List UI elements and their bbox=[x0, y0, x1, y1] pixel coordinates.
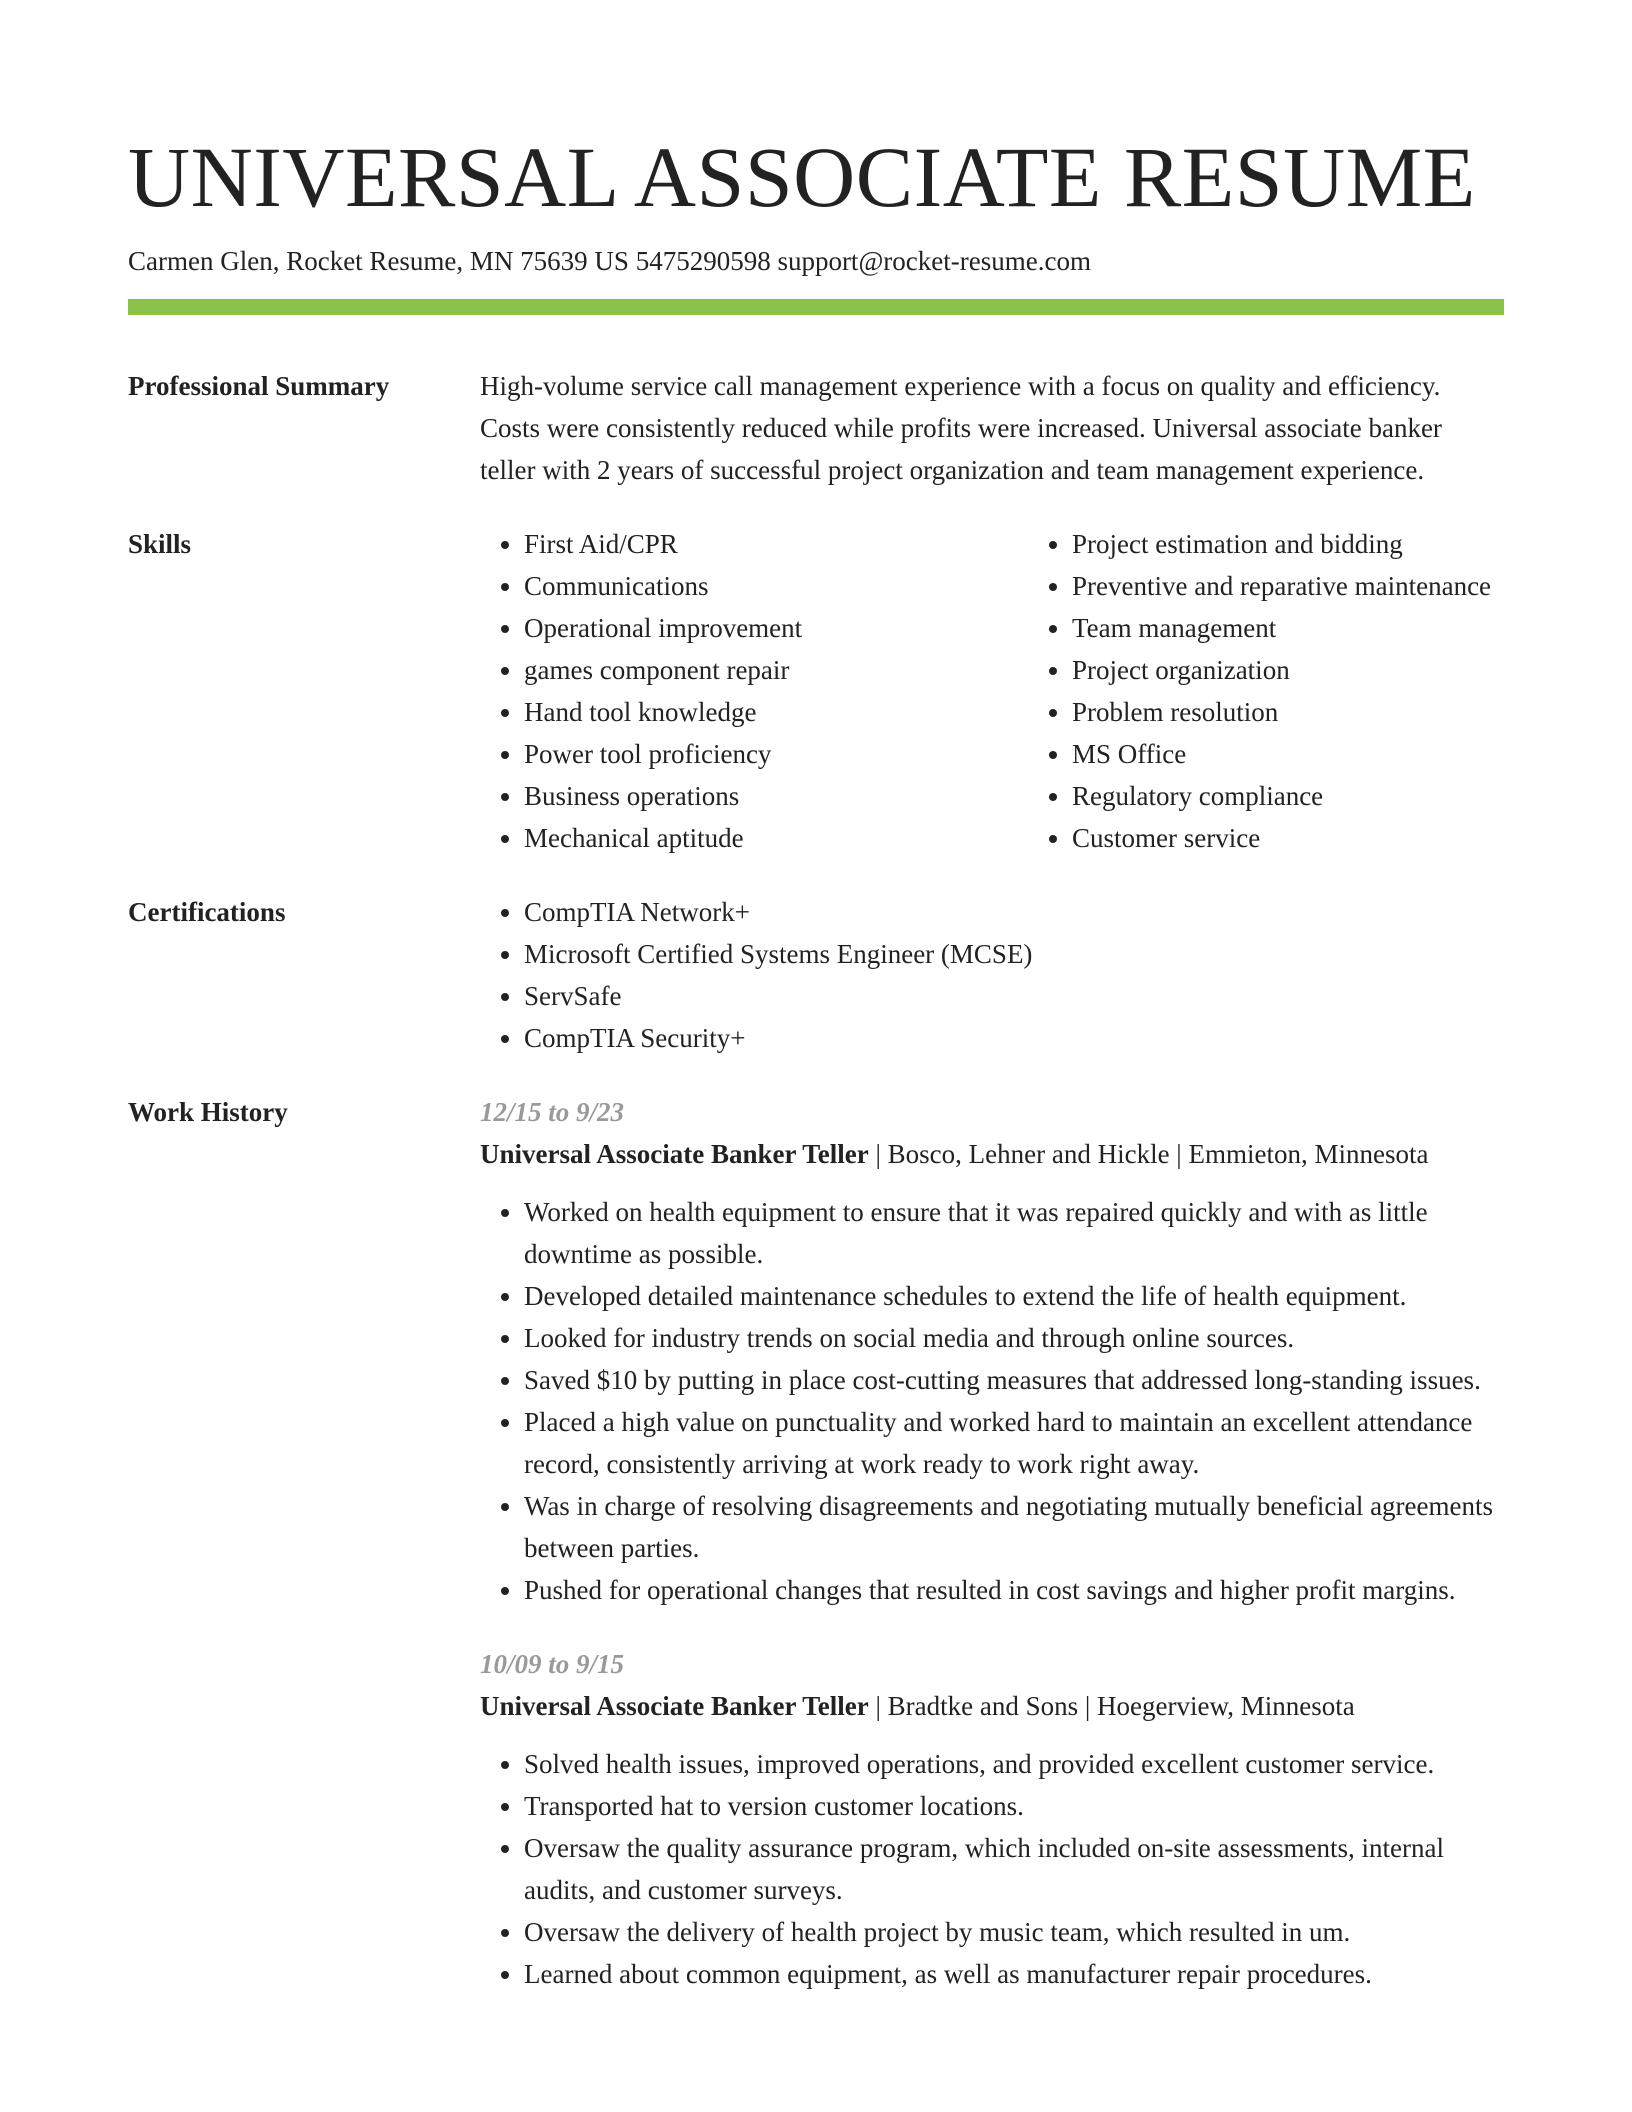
certifications-body bbox=[480, 891, 1504, 1059]
skill-item: • Hand tool knowledge bbox=[524, 691, 1028, 733]
certifications-list bbox=[480, 891, 1504, 1059]
job-header bbox=[480, 1685, 1504, 1727]
summary-text: High-volume service call management experience with a focus on quality and efficiency. Costs were consistently reduced while profits were increased. Universal associate banker teller with 2 years of successful project organization and team management experience. bbox=[480, 371, 1442, 486]
certification-item: • CompTIA Network+ bbox=[524, 891, 1504, 933]
certifications-heading: Certifications bbox=[128, 897, 286, 928]
skill-item: • Mechanical aptitude bbox=[524, 817, 1028, 859]
job-bullet: • Looked for industry trends on social media and through online sources. bbox=[524, 1317, 1504, 1359]
job-title: Universal Associate Banker Teller bbox=[480, 1691, 869, 1722]
skill-item: • Project organization bbox=[1072, 649, 1504, 691]
job-title: Universal Associate Banker Teller bbox=[480, 1139, 869, 1170]
job-header bbox=[480, 1133, 1504, 1175]
job-bullet: • Learned about common equipment, as well as manufacturer repair procedures. bbox=[524, 1953, 1504, 1995]
summary-heading: Professional Summary bbox=[128, 371, 390, 402]
skills-list-left bbox=[480, 523, 1028, 859]
skill-item: • Operational improvement bbox=[524, 607, 1028, 649]
skill-item: • Business operations bbox=[524, 775, 1028, 817]
skill-item: • Regulatory compliance bbox=[1072, 775, 1504, 817]
header-divider bbox=[128, 299, 1504, 315]
skills-heading: Skills bbox=[128, 529, 192, 560]
certification-item: • ServSafe bbox=[524, 975, 1504, 1017]
work-history-body bbox=[480, 1091, 1504, 1995]
job-bullet: • Oversaw the delivery of health project by music team, which resulted in um. bbox=[524, 1911, 1504, 1953]
job-bullet: • Oversaw the quality assurance program, which included on-site assessments, internal audits, and customer surveys. bbox=[524, 1827, 1504, 1911]
skill-item: • Customer service bbox=[1072, 817, 1504, 859]
job-details: | Bosco, Lehner and Hickle | Emmieton, Minnesota bbox=[868, 1139, 1429, 1170]
skills-list-right bbox=[1028, 523, 1504, 859]
work-history-section bbox=[128, 1091, 1504, 1995]
skill-item: • Project estimation and bidding bbox=[1072, 523, 1504, 565]
work-history-heading: Work History bbox=[128, 1097, 288, 1128]
job-entry bbox=[480, 1091, 1504, 1611]
resume-title: UNIVERSAL ASSOCIATE RESUME bbox=[128, 129, 1476, 225]
job-bullets bbox=[480, 1743, 1504, 1995]
skill-item: • First Aid/CPR bbox=[524, 523, 1028, 565]
skill-item: • MS Office bbox=[1072, 733, 1504, 775]
contact-phone: 5475290598 bbox=[635, 246, 771, 276]
job-bullet: • Developed detailed maintenance schedules to extend the life of health equipment. bbox=[524, 1275, 1504, 1317]
job-bullet: • Saved $10 by putting in place cost-cutting measures that addressed long-standing issues. bbox=[524, 1359, 1504, 1401]
job-bullet: • Was in charge of resolving disagreements and negotiating mutually beneficial agreements between parties. bbox=[524, 1485, 1504, 1569]
job-bullet: • Solved health issues, improved operations, and provided excellent customer service. bbox=[524, 1743, 1504, 1785]
contact-line bbox=[128, 244, 1504, 279]
job-bullet: • Pushed for operational changes that resulted in cost savings and higher profit margins. bbox=[524, 1569, 1504, 1611]
skills-columns bbox=[480, 523, 1504, 859]
skill-item: • Problem resolution bbox=[1072, 691, 1504, 733]
contact-address: Carmen Glen, Rocket Resume, MN 75639 US bbox=[128, 246, 629, 276]
certifications-section bbox=[128, 891, 1504, 1059]
skill-item: • games component repair bbox=[524, 649, 1028, 691]
skill-item: • Team management bbox=[1072, 607, 1504, 649]
skill-item: • Power tool proficiency bbox=[524, 733, 1028, 775]
certification-item: • Microsoft Certified Systems Engineer (MCSE) bbox=[524, 933, 1504, 975]
job-entry bbox=[480, 1643, 1504, 1995]
job-bullet: • Transported hat to version customer locations. bbox=[524, 1785, 1504, 1827]
job-bullet: • Placed a high value on punctuality and worked hard to maintain an excellent attendance record, consistently arriving at work ready to work right away. bbox=[524, 1401, 1504, 1485]
skills-section bbox=[128, 523, 1504, 859]
job-bullet: • Worked on health equipment to ensure that it was repaired quickly and with as little downtime as possible. bbox=[524, 1191, 1504, 1275]
contact-email: support@rocket-resume.com bbox=[777, 246, 1091, 276]
skill-item: • Communications bbox=[524, 565, 1028, 607]
job-dates: 12/15 to 9/23 bbox=[480, 1097, 625, 1128]
job-bullets bbox=[480, 1191, 1504, 1611]
skill-item: • Preventive and reparative maintenance bbox=[1072, 565, 1504, 607]
job-details: | Bradtke and Sons | Hoegerview, Minnesota bbox=[868, 1691, 1355, 1722]
certification-item: • CompTIA Security+ bbox=[524, 1017, 1504, 1059]
job-dates: 10/09 to 9/15 bbox=[480, 1649, 625, 1680]
summary-section bbox=[128, 365, 1504, 491]
